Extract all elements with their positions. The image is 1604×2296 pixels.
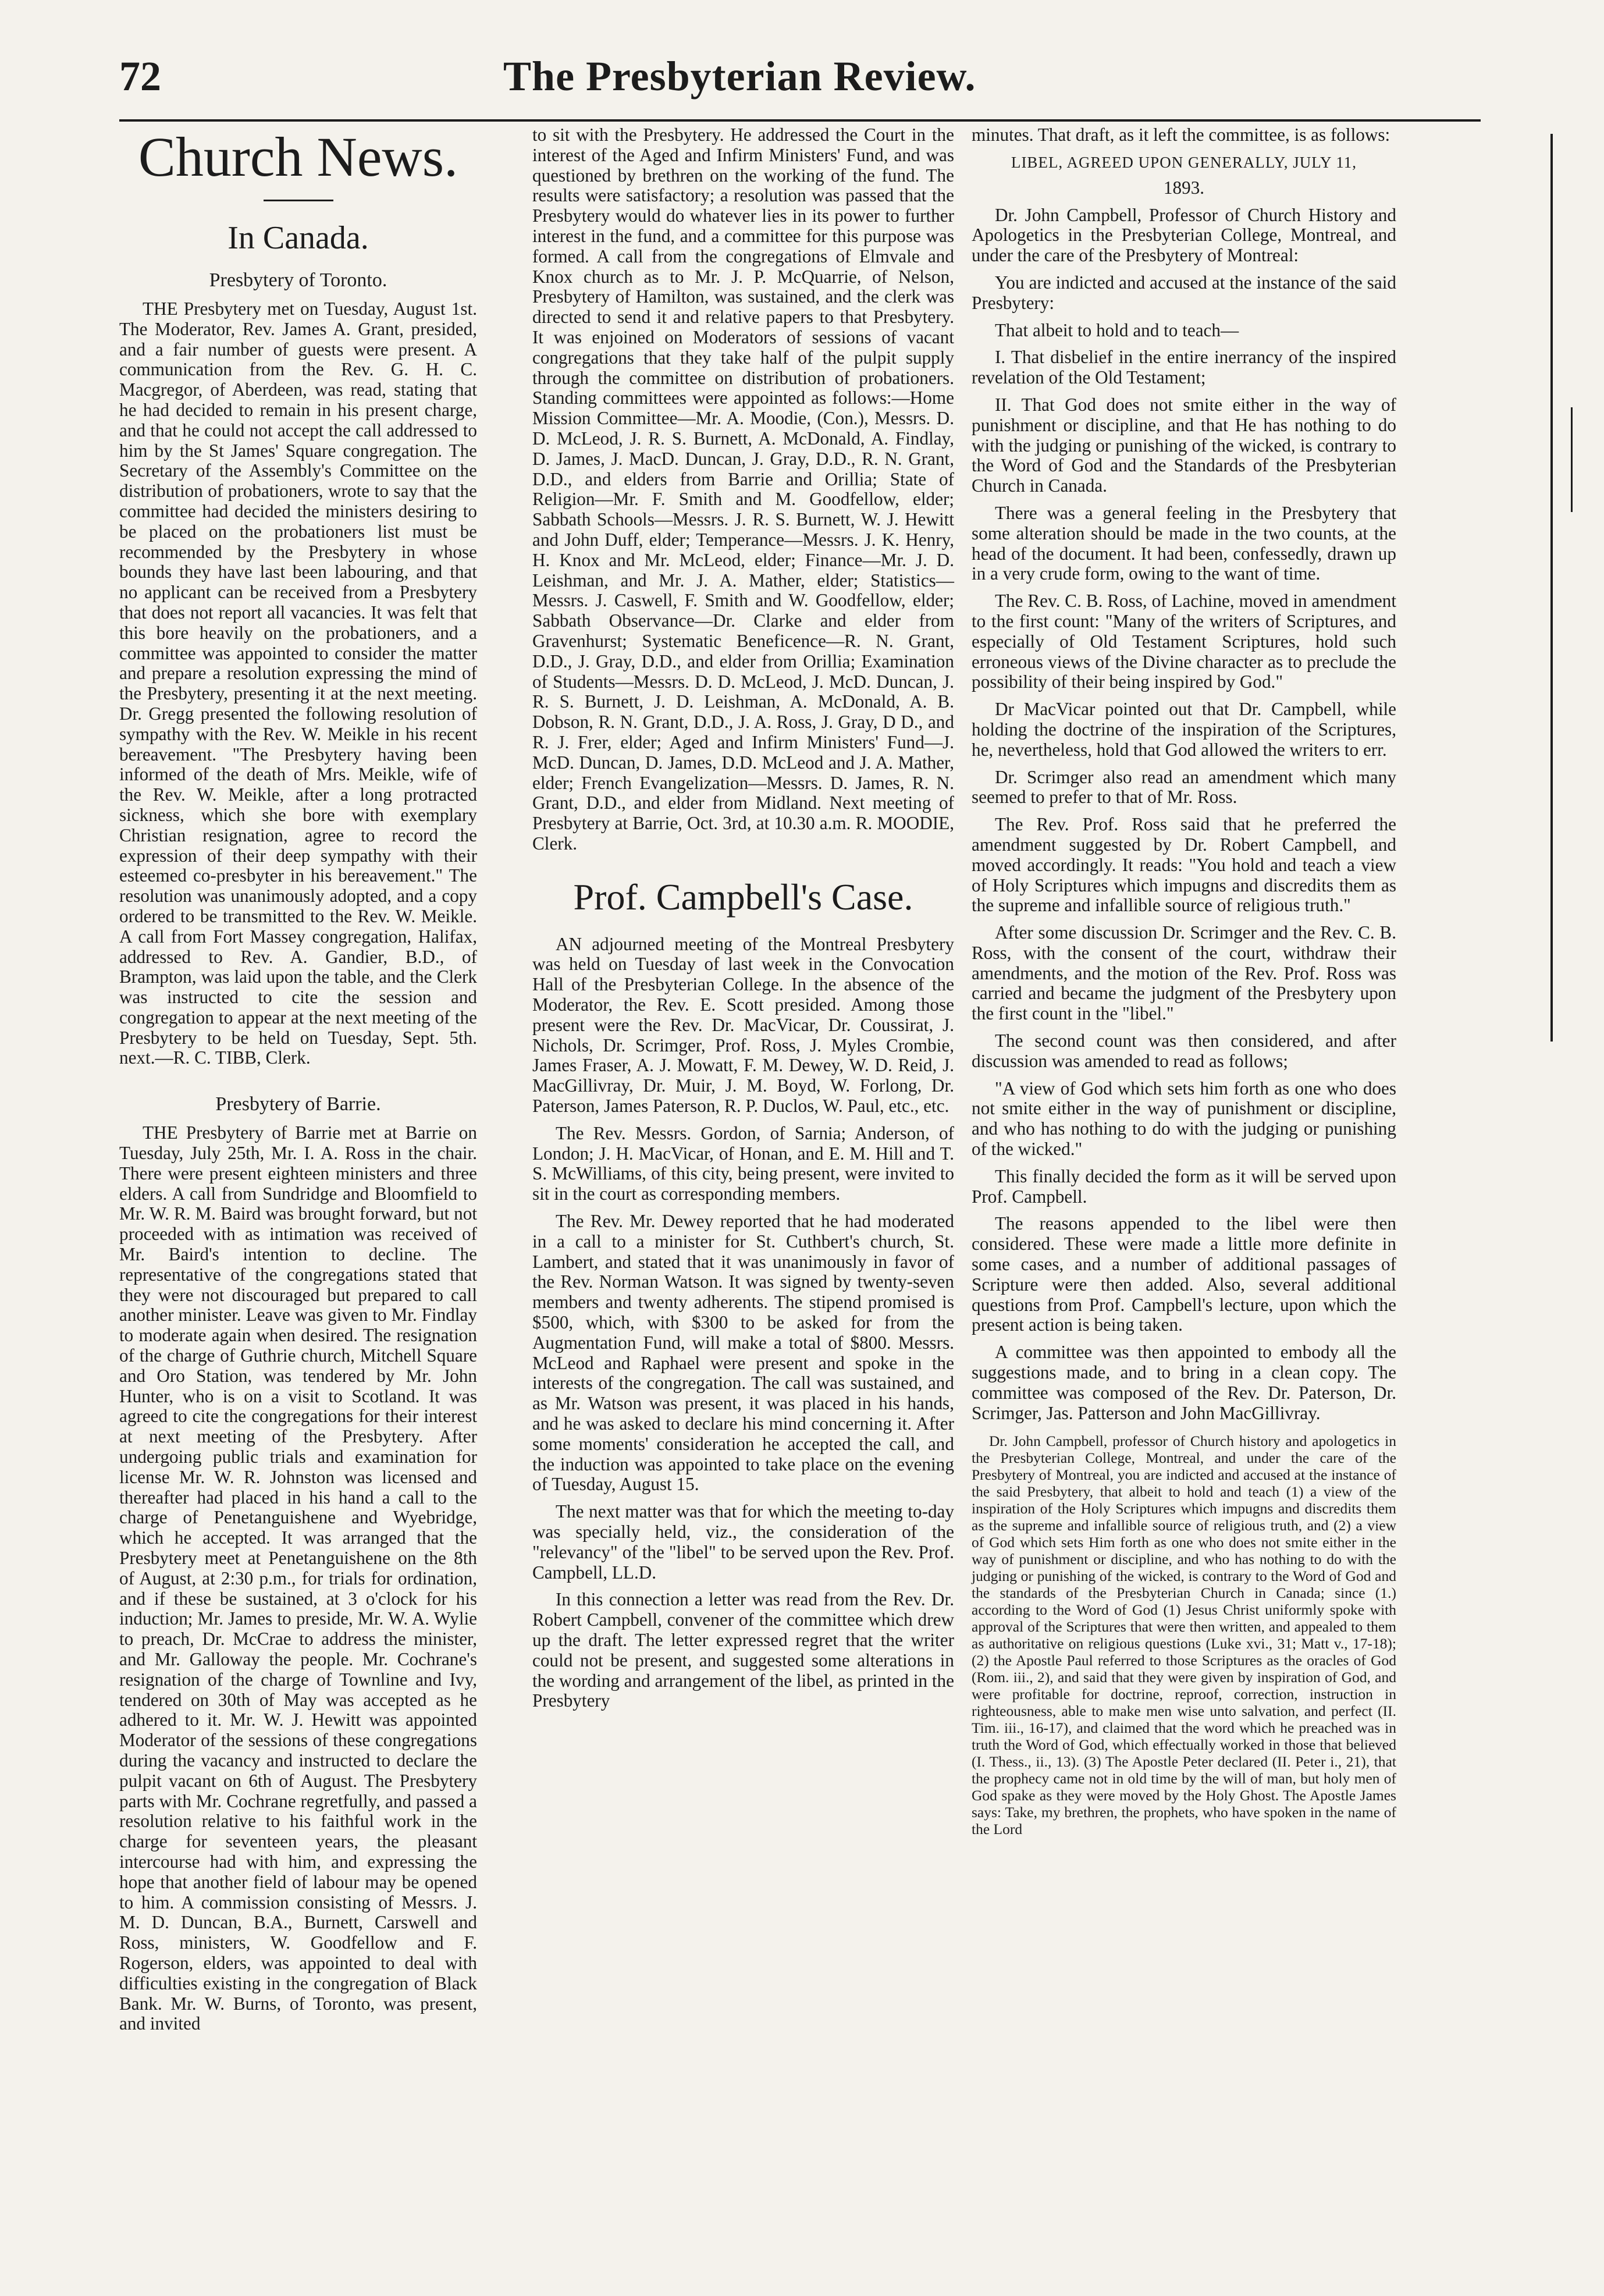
campbell-case-p2: The Rev. Messrs. Gordon, of Sarnia; Anderson, of London; J. H. MacVicar, of Honan, and E. M. Hill and T. S. McWilliams, of this city, being present, were invited to sit in the court as corresponding members. bbox=[532, 1122, 954, 1204]
libel-p12: This finally decided the form as it will be served upon Prof. Campbell. bbox=[972, 1165, 1396, 1207]
libel-p6: Dr MacVicar pointed out that Dr. Campbell, while holding the doctrine of the inspiration of the Scriptures, he, nevertheless, hold that God allowed the writers to err. bbox=[972, 699, 1396, 760]
title-divider bbox=[264, 200, 333, 201]
journal-title: The Presbyterian Review. bbox=[503, 53, 976, 99]
campbell-case-p5: In this connection a letter was read from the Rev. Dr. Robert Campbell, convener of the committee which drew up the draft. The letter expressed regret that the writer could not be present, and suggested some alterations in the wording and arrangement of the libel, as printed in the Presbytery bbox=[532, 1589, 954, 1711]
campbell-case-p4: The next matter was that for which the meeting to-day was specially held, viz., the consideration of the "relevancy" of the "libel" to be served upon the Rev. Prof. Campbell, LL.D. bbox=[532, 1501, 954, 1583]
church-news-title: Church News. bbox=[138, 126, 458, 188]
barrie-report: THE Presbytery of Barrie met at Barrie on Tuesday, July 25th, Mr. I. A. Ross in the chair. There were present eighteen ministers and three elders. A call from Sundridge and Bloomfield to Mr. W. R. M. Baird was brought forward, but not proceeded with as intimation was received of Mr. Baird's intention to decline. The representative of the congregations stated that they were not discouraged but prepared to call another minister. Leave was given to Mr. Findlay to moderate again when desired. The resignation of the charge of Guthrie church, Mitchell Square and Oro Station, was tendered by Mr. John Hunter, who is on a visit to Scotland. It was agreed to cite the congregations for their interest at next meeting of the Presbytery. After undergoing public trials and examination for license Mr. W. R. Johnston was licensed and thereafter had placed in his hand a call to the charge of Penetanguishene and Wyebridge, which he accepted. It was arranged that the Presbytery meet at Penetanguishene on the 8th of August, at 2:30 p.m., for trials for ordination, and if these be sustained, at 3 o'clock for his induction; Mr. James to preside, Mr. W. A. Wylie to preach, Dr. McCrae to address the minister, and Mr. Galloway the people. Mr. Cochrane's resignation of the charge of Townline and Ivy, tendered on 30th of May was accepted as he adhered to it. Mr. W. J. Hewitt was appointed Moderator of the sessions of these congregations during the vacancy and instructed to declare the pulpit vacant on 6th of August. The Presbytery parts with Mr. Cochrane regretfully, and passed a resolution relative to his faithful work in the charge for seventeen years, the pleasant intercourse had with him, and expressing the hope that another field of labour may be opened to him. A commission consisting of Messrs. J. M. D. Duncan, B.A., Burnett, Carswell and Ross, ministers, W. Goodfellow and F. Rogerson, elders, was appointed to deal with difficulties existing in the congregation of Black Bank. Mr. W. Burns, of Toronto, was present, and invited bbox=[119, 1122, 477, 2034]
libel-heading: LIBEL, AGREED UPON GENERALLY, JULY 11, bbox=[1011, 153, 1357, 171]
header-rule bbox=[119, 119, 1481, 122]
libel-p14: A committee was then appointed to embody all the suggestions made, and to bring in a clean copy. The committee was composed of the Rev. Dr. Paterson, Dr. Scrimger, Jas. Patterson and John MacGillivray. bbox=[972, 1342, 1396, 1423]
page-header bbox=[119, 52, 1481, 116]
libel-p11: "A view of God which sets him forth as one who does not smite either in the way of punishment or discipline, and who has nothing to do with the judging or punishing of the wicked." bbox=[972, 1078, 1396, 1160]
libel-p8: The Rev. Prof. Ross said that he preferred the amendment suggested by Dr. Robert Campbell, and moved accordingly. It reads: "You hold and teach a view of Holy Scriptures which impugns and discredits them as the supreme and infallible source of religious truth." bbox=[972, 814, 1396, 916]
campbell-case-p3: The Rev. Mr. Dewey reported that he had moderated in a call to a minister for St. Cuthbert's church, St. Lambert, and stated that it was unanimously in favor of the Rev. Norman Watson. It was signed by twenty-seven members and twenty adherents. The stipend promised is $500, which, with $300 to be asked for from the Augmentation Fund, will make a total of $800. Messrs. McLeod and Raphael were present and spoke in the interests of the congregation. The call was sustained, and as Mr. Watson was present, it was placed in his hands, and he was asked to declare his mind concerning it. After some moments' consideration he accepted the call, and the induction was appointed to take place on the evening of Tuesday, August 15. bbox=[532, 1211, 954, 1495]
libel-p2: You are indicted and accused at the instance of the said Presbytery: bbox=[972, 272, 1396, 313]
in-canada-heading: In Canada. bbox=[227, 220, 369, 256]
column-1 bbox=[119, 125, 477, 2041]
libel-p5: The Rev. C. B. Ross, of Lachine, moved in amendment to the first count: "Many of the writers of Scriptures, and especially of Old Testament Scriptures, hold such erroneous views of the Divine character as to preclude the possibility of their being inspired by God." bbox=[972, 591, 1396, 692]
page-number: 72 bbox=[119, 53, 161, 99]
libel-p9: After some discussion Dr. Scrimger and the Rev. C. B. Ross, with the consent of the court, withdraw their amendments, and the motion of the Rev. Prof. Ross was carried and became the judgment of the Presbytery upon the first count in the "libel." bbox=[972, 922, 1396, 1024]
campbell-case-p1: AN adjourned meeting of the Montreal Presbytery was held on Tuesday of last week in the Convocation Hall of the Presbyterian College. In the absence of the Moderator, the Rev. E. Scott presided. Among those present were the Rev. Dr. MacVicar, Dr. Coussirat, J. Nichols, Dr. Scrimger, Prof. Ross, J. Myles Crombie, James Fraser, A. J. Mowatt, F. M. Dewey, W. D. Reid, J. MacGillivray, Dr. Muir, J. M. Boyd, W. Forlong, Dr. Paterson, James Paterson, R. P. Duclos, W. Paul, etc., etc. bbox=[532, 933, 954, 1117]
libel-p13: The reasons appended to the libel were then considered. These were made a little more definite in some cases, and a number of additional passages of Scripture were then added. Also, several additional questions from Prof. Campbell's lecture, upon which the present action is being taken. bbox=[972, 1213, 1396, 1335]
barrie-report-continued: to sit with the Presbytery. He addressed the Court in the interest of the Aged and Infirm Ministers' Fund, and was questioned by brethren on the working of the fund. The results were satisfactory; a resolution was passed that the Presbytery would do whatever lies in its power to further interest in the fund, and a committee for this purpose was formed. A call from the congregations of Elmvale and Knox church as to Mr. J. P. McQuarrie, of Nelson, Presbytery of Hamilton, was sustained, and the clerk was directed to send it and relative papers to that Presbytery. It was enjoined on Moderators of sessions of vacant congregations that they take half of the pulpit supply through the committee on distribution of probationers. Standing committees were appointed as follows:—Home Mission Committee—Mr. A. Moodie, (Con.), Messrs. D. D. McLeod, J. R. S. Burnett, A. McDonald, A. Findlay, D. James, J. MacD. Duncan, J. Gray, D.D., R. N. Grant, D.D., and elders from Barrie and Orillia; State of Religion—Mr. F. Smith and M. Goodfellow, elder; Sabbath Schools—Messrs. J. R. S. Burnett, W. J. Hewitt and John Duff, elder; Temperance—Messrs. J. K. Henry, H. Knox and Mr. McLeod, elder; Finance—Mr. J. D. Leishman, and Mr. J. A. Mather, elder; Statistics—Messrs. J. Caswell, F. Smith and W. Goodfellow, elder; Sabbath Observance—Dr. Clarke and elder from Gravenhurst; Systematic Beneficence—R. N. Grant, D.D., J. Gray, D.D., and elder from Orillia; Examination of Students—Messrs. D. D. McLeod, J. McD. Duncan, J. R. S. Burnett, J. D. Leishman, A. McDonald, A. B. Dobson, R. N. Grant, D.D., J. A. Ross, J. Gray, D D., and R. J. Frer, elder; Aged and Infirm Ministers' Fund—J. McD. Duncan, D. James, D.D. McLeod and J. A. Mather, elder; French Evangelization—Messrs. D. James, R. N. Grant, D.D., and elder from Midland. Next meeting of Presbytery at Barrie, Oct. 3rd, at 10.30 a.m. R. MOODIE, Clerk. bbox=[532, 125, 954, 854]
margin-line bbox=[1550, 134, 1553, 1042]
libel-p3: That albeit to hold and to teach— bbox=[995, 319, 1239, 340]
libel-p4: There was a general feeling in the Presbytery that some alteration should be made in the two counts, at the head of the document. It had been, confessedly, drawn up in a very crude form, owing to the want of time. bbox=[972, 502, 1396, 584]
margin-line-2 bbox=[1571, 407, 1573, 512]
toronto-report: THE Presbytery met on Tuesday, August 1st. The Moderator, Rev. James A. Grant, presided, and a fair number of guests were present. A communication from the Rev. G. H. C. Macgregor, of Aberdeen, was read, stating that he had decided to remain in his present charge, and that he could not accept the call addressed to him by the St James' Square congregation. The Secretary of the Assembly's Committee on the distribution of probationers, wrote to say that the committee had decided the ministers desiring to be placed on the probationers list must be recommended by the Presbytery in whose bounds they have last been labouring, and that no applicant can be received from a Presbytery that does not report all vacancies. It was felt that this bore heavily on the probationers, and a committee was appointed to consider the matter and prepare a resolution expressing the mind of the Presbytery, presenting it at the next meeting. Dr. Gregg presented the following resolution of sympathy with the Rev. W. Meikle in his recent bereavement. "The Presbytery having been informed of the death of Mrs. Meikle, wife of the Rev. W. Meikle, after a long protracted sickness, which she bore with exemplary Christian resignation, agree to record the expression of their deep sympathy with their esteemed co-presbyter in his bereavement." The resolution was unanimously adopted, and a copy ordered to be transmitted to the Rev. W. Meikle. A call from Fort Massey congregation, Halifax, addressed to Rev. A. Gandier, B.D., of Brampton, was laid upon the table, and the Clerk was instructed to cite the session and congregation to appear at the next meeting of the Presbytery to be held on Tuesday, Sept. 5th. next.—R. C. TIBB, Clerk. bbox=[119, 298, 477, 1068]
libel-intro: minutes. That draft, as it left the committee, is as follows: bbox=[972, 125, 1390, 145]
libel-p1: Dr. John Campbell, Professor of Church History and Apologetics in the Presbyterian College, Montreal, and under the care of the Presbytery of Montreal: bbox=[972, 204, 1396, 266]
libel-full-text: Dr. John Campbell, professor of Church history and apologetics in the Presbyterian College, Montreal, and under the care of the Presbytery of Montreal, you are indicted and accused at the instance of the said Presbytery, that albeit to hold and teach (1) a view of the inspiration of the Holy Scriptures which impugns and discredits them as the supreme and infallible source of religious truth, and (2) a view of God which sets Him forth as one who does not smite either in the way of punishment or discipline, and who has nothing to do with the judging or punishing of the wicked, is contrary to the Word of God and the standards of the Presbyterian Church in Canada; since (1.) according to the Word of God (1) Jesus Christ uniformly spoke with approval of the Scriptures that were then written, and appealed to them as authoritative on religious questions (Luke xvi., 31; Matt v., 17-18); (2) the Apostle Paul referred to those Scriptures as the oracles of God (Rom. iii., 2), and said that they were given by inspiration of God, and were profitable for doctrine, reproof, correction, instruction in righteousness, able to make men wise unto salvation, and perfect (II. Tim. iii., 16-17), and claimed that the word which he preached was in truth the Word of God, which effectually worked in those that believed (I. Thess., ii., 13). (3) The Apostle Peter declared (II. Peter i., 21), that the prophecy came not in old time by the will of man, but holy men of God spake as they were moved by the Holy Ghost. The Apostle James says: Take, my brethren, the prophets, who have spoken in the name of the Lord bbox=[972, 1433, 1396, 1838]
libel-count-1: I. That disbelief in the entire inerrancy of the inspired revelation of the Old Testament; bbox=[972, 347, 1396, 388]
toronto-heading: Presbytery of Toronto. bbox=[209, 269, 387, 291]
barrie-heading: Presbytery of Barrie. bbox=[215, 1093, 381, 1115]
libel-year: 1893. bbox=[1163, 177, 1205, 198]
column-2 bbox=[532, 125, 954, 1718]
libel-p7: Dr. Scrimger also read an amendment which many seemed to prefer to that of Mr. Ross. bbox=[972, 766, 1396, 808]
column-3 bbox=[972, 125, 1396, 1837]
libel-count-2: II. That God does not smite either in the way of punishment or discipline, and that He has nothing to do with the judging or punishing of the wicked, is contrary to the Word of God and the Standards of the Presbyterian Church in Canada. bbox=[972, 394, 1396, 496]
campbell-case-title: Prof. Campbell's Case. bbox=[573, 876, 913, 918]
libel-p10: The second count was then considered, and after discussion was amended to read as follows; bbox=[972, 1030, 1396, 1071]
